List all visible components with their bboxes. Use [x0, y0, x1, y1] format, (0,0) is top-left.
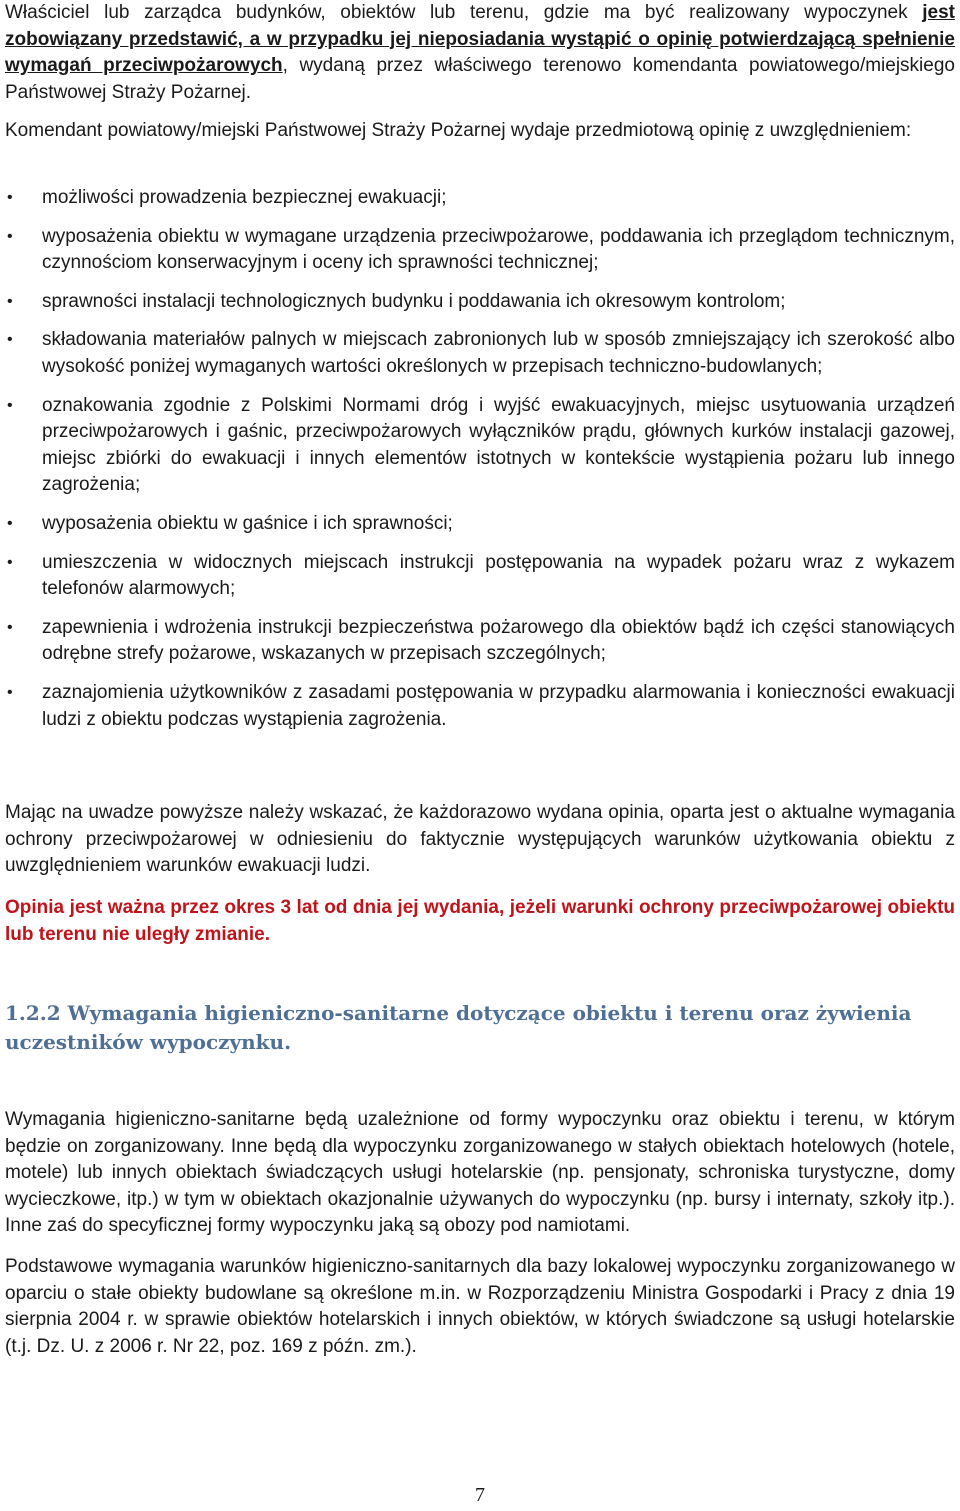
bullet-icon: •: [7, 227, 13, 245]
bullet-icon: •: [7, 618, 13, 636]
list-item: [5, 550, 955, 603]
list-item-text: składowania materiałów palnych w miejscach zabronionych lub w sposób zmniejszający ich szerokość albo wysokość poniżej wymaganych wartości określonych w przepisach techniczno-budowlanych;: [42, 329, 955, 377]
paragraph-owner-obligation: [5, 0, 955, 106]
paragraph1-part2: , wydaną przez właściwego terenowo komendanta powiatowego/miejskiego Państwowej Straży Pożarnej.: [5, 55, 955, 103]
list-item-text: umieszczenia w widocznych miejscach instrukcji postępowania na wypadek pożaru wraz z wykazem telefonów alarmowych;: [42, 551, 955, 600]
list-item-text: możliwości prowadzenia bezpiecznej ewakuacji;: [42, 187, 447, 208]
list-item: [5, 289, 955, 316]
bullet-icon: •: [7, 189, 13, 206]
bullet-icon: •: [7, 292, 13, 310]
bullet-icon: •: [7, 396, 13, 414]
bullet-icon: •: [7, 683, 13, 701]
paragraph-hygiene-requirements: Wymagania higieniczno-sanitarne będą uzależnione od formy wypoczynku oraz obiektu i terenu, w którym będzie on zorganizowany. Inne będą dla wypoczynku zorganizowanego w stałych obiektach hotelowych (hotele, motele) lub innych obiektach świadczących usługi hotelarskie (np. pensjonaty, schroniska turystyczne, domy wycieczkowe, itp.) w tym w obiektach okazjonalnie używanych do wypoczynku (np. bursy i internaty, szkoły itp.). Inne zaś do specyficznej formy wypoczynku jaką są obozy pod namiotami.: [5, 1109, 955, 1237]
page-number: 7: [475, 1484, 485, 1506]
paragraph-validity-notice: Opinia jest ważna przez okres 3 lat od dnia jej wydania, jeżeli warunki ochrony przeciwpożarowej obiektu lub terenu nie uległy zmianie.: [5, 897, 955, 945]
list-item: [5, 680, 955, 733]
bullet-icon: •: [7, 553, 13, 571]
paragraph-legal-basis: Podstawowe wymagania warunków higieniczno-sanitarnych dla bazy lokalowej wypoczynku zorganizowanego w oparciu o stałe obiekty budowlane są określone m.in. w Rozporządzeniu Ministra Gospodarki i Pracy z dnia 19 sierpnia 2004 r. w sprawie obiektów hotelarskich i innych obiektów, w których świadczone są usługi hotelarskie (t.j. Dz. U. z 2006 r. Nr 22, poz. 169 z późn. zm.).: [5, 1256, 955, 1357]
criteria-list: [5, 185, 955, 745]
paragraph1-part1: Właściciel lub zarządca budynków, obiektów lub terenu, gdzie ma być realizowany wypoczynek: [5, 2, 923, 23]
list-item-text: zaznajomienia użytkowników z zasadami postępowania w przypadku alarmowania i konieczności ewakuacji ludzi z obiektu podczas wystąpienia zagrożenia.: [42, 681, 955, 730]
list-item: [5, 224, 955, 277]
list-item: [5, 327, 955, 380]
list-item: [5, 615, 955, 668]
list-item-text: oznakowania zgodnie z Polskimi Normami dróg i wyjść ewakuacyjnych, miejsc usytuowania urządzeń przeciwpożarowych i gaśnic, przeciwpożarowych wyłączników prądu, głównych kurków instalacji gazowej, miejsc zbiórki do ewakuacji i innych elementów istotnych w kontekście wystąpienia pożaru lub innego zagrożenia;: [42, 394, 955, 496]
paragraph-commander-opinion: Komendant powiatowy/miejski Państwowej Straży Pożarnej wydaje przedmiotową opinię z uwzględnieniem:: [5, 120, 912, 141]
bullet-icon: •: [7, 331, 13, 349]
bullet-icon: •: [7, 514, 13, 532]
paragraph1-emphasis: jest zobowiązany przedstawić, a w przypadku jej nieposiadania wystąpić o opinię potwierdzającą spełnienie wymagań przeciwpożarowych: [5, 2, 955, 77]
paragraph-summary: Mając na uwadze powyższe należy wskazać, że każdorazowo wydana opinia, oparta jest o aktualne wymagania ochrony przeciwpożarowej w odniesieniu do faktycznie występujących warunków użytkowania obiektu z uwzględnieniem warunków ewakuacji ludzi.: [5, 802, 955, 877]
section-heading: 1.2.2 Wymagania higieniczno-sanitarne dotyczące obiektu i terenu oraz żywienia uczestników wypoczynku.: [5, 1001, 912, 1054]
list-item: [5, 511, 955, 538]
list-item-text: zapewnienia i wdrożenia instrukcji bezpieczeństwa pożarowego dla obiektów bądź ich części stanowiących odrębne strefy pożarowe, wskazanych w przepisach szczególnych;: [42, 616, 955, 665]
list-item-text: wyposażenia obiektu w gaśnice i ich sprawności;: [42, 512, 453, 534]
list-item: [5, 393, 955, 499]
list-item-text: sprawności instalacji technologicznych budynku i poddawania ich okresowym kontrolom;: [42, 290, 786, 312]
list-item: [5, 185, 955, 212]
list-item-text: wyposażenia obiektu w wymagane urządzenia przeciwpożarowe, poddawania ich przeglądom technicznym, czynnościom konserwacyjnym i oceny ich sprawności technicznej;: [42, 225, 955, 274]
